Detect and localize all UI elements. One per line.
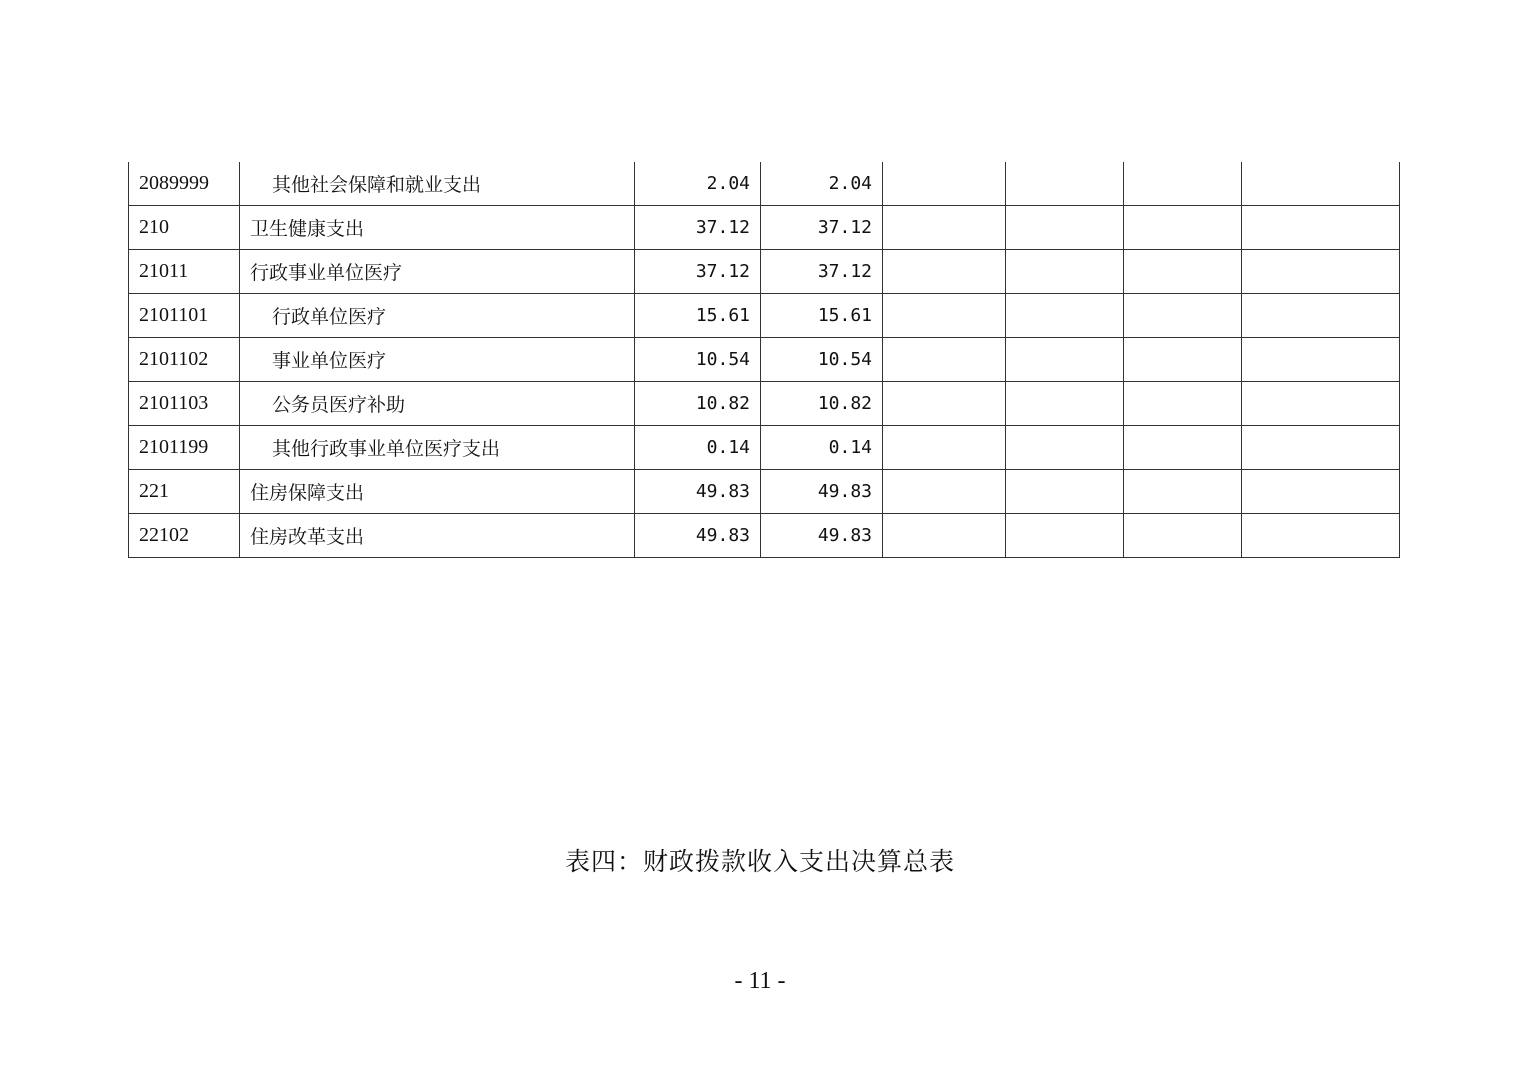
- amount-cell: 37.12: [761, 250, 883, 294]
- code-cell: 2101199: [129, 426, 240, 470]
- empty-cell: [1006, 206, 1124, 250]
- empty-cell: [1124, 514, 1242, 558]
- table-row: [129, 426, 1400, 470]
- empty-cell: [1242, 294, 1400, 338]
- empty-cell: [883, 294, 1006, 338]
- code-cell: 221: [129, 470, 240, 514]
- code-cell: 22102: [129, 514, 240, 558]
- empty-cell: [1124, 250, 1242, 294]
- empty-cell: [1006, 250, 1124, 294]
- table-row: [129, 162, 1400, 206]
- amount-cell: 37.12: [761, 206, 883, 250]
- amount-cell: 10.82: [761, 382, 883, 426]
- amount-cell: 49.83: [635, 514, 761, 558]
- empty-cell: [1242, 514, 1400, 558]
- empty-cell: [1006, 514, 1124, 558]
- empty-cell: [883, 426, 1006, 470]
- empty-cell: [1006, 382, 1124, 426]
- empty-cell: [883, 206, 1006, 250]
- table-row: [129, 294, 1400, 338]
- empty-cell: [1242, 250, 1400, 294]
- amount-cell: 10.82: [635, 382, 761, 426]
- empty-cell: [1006, 162, 1124, 206]
- table-row: [129, 470, 1400, 514]
- table-row: [129, 514, 1400, 558]
- table-row: [129, 250, 1400, 294]
- empty-cell: [1006, 470, 1124, 514]
- empty-cell: [1124, 426, 1242, 470]
- code-cell: 2089999: [129, 162, 240, 206]
- code-cell: 2101102: [129, 338, 240, 382]
- empty-cell: [1242, 426, 1400, 470]
- amount-cell: 49.83: [761, 470, 883, 514]
- amount-cell: 0.14: [635, 426, 761, 470]
- item-name-cell: 住房保障支出: [240, 470, 635, 514]
- expenditure-table: [128, 162, 1400, 558]
- empty-cell: [1242, 470, 1400, 514]
- amount-cell: 37.12: [635, 206, 761, 250]
- empty-cell: [1124, 206, 1242, 250]
- item-name-cell: 事业单位医疗: [240, 338, 635, 382]
- code-cell: 2101101: [129, 294, 240, 338]
- item-name-cell: 其他行政事业单位医疗支出: [240, 426, 635, 470]
- empty-cell: [1242, 206, 1400, 250]
- empty-cell: [1124, 294, 1242, 338]
- code-cell: 210: [129, 206, 240, 250]
- table-row: [129, 338, 1400, 382]
- empty-cell: [883, 162, 1006, 206]
- amount-cell: 10.54: [635, 338, 761, 382]
- empty-cell: [1242, 382, 1400, 426]
- item-name-cell: 卫生健康支出: [240, 206, 635, 250]
- empty-cell: [1124, 162, 1242, 206]
- empty-cell: [883, 250, 1006, 294]
- empty-cell: [1006, 338, 1124, 382]
- empty-cell: [1006, 426, 1124, 470]
- amount-cell: 37.12: [635, 250, 761, 294]
- amount-cell: 10.54: [761, 338, 883, 382]
- empty-cell: [1242, 338, 1400, 382]
- empty-cell: [1124, 470, 1242, 514]
- amount-cell: 2.04: [761, 162, 883, 206]
- item-name-cell: 行政单位医疗: [240, 294, 635, 338]
- amount-cell: 49.83: [761, 514, 883, 558]
- amount-cell: 15.61: [635, 294, 761, 338]
- empty-cell: [883, 338, 1006, 382]
- item-name-cell: 其他社会保障和就业支出: [240, 162, 635, 206]
- empty-cell: [1006, 294, 1124, 338]
- code-cell: 21011: [129, 250, 240, 294]
- table-row: [129, 382, 1400, 426]
- empty-cell: [1242, 162, 1400, 206]
- amount-cell: 2.04: [635, 162, 761, 206]
- empty-cell: [1124, 338, 1242, 382]
- amount-cell: 49.83: [635, 470, 761, 514]
- amount-cell: 0.14: [761, 426, 883, 470]
- empty-cell: [883, 382, 1006, 426]
- empty-cell: [883, 514, 1006, 558]
- table-body: [129, 162, 1400, 558]
- item-name-cell: 住房改革支出: [240, 514, 635, 558]
- table-caption: 表四：财政拨款收入支出决算总表: [564, 847, 955, 876]
- empty-cell: [1124, 382, 1242, 426]
- table-row: [129, 206, 1400, 250]
- page-number: - 11 -: [734, 968, 786, 994]
- empty-cell: [883, 470, 1006, 514]
- item-name-cell: 公务员医疗补助: [240, 382, 635, 426]
- item-name-cell: 行政事业单位医疗: [240, 250, 635, 294]
- code-cell: 2101103: [129, 382, 240, 426]
- amount-cell: 15.61: [761, 294, 883, 338]
